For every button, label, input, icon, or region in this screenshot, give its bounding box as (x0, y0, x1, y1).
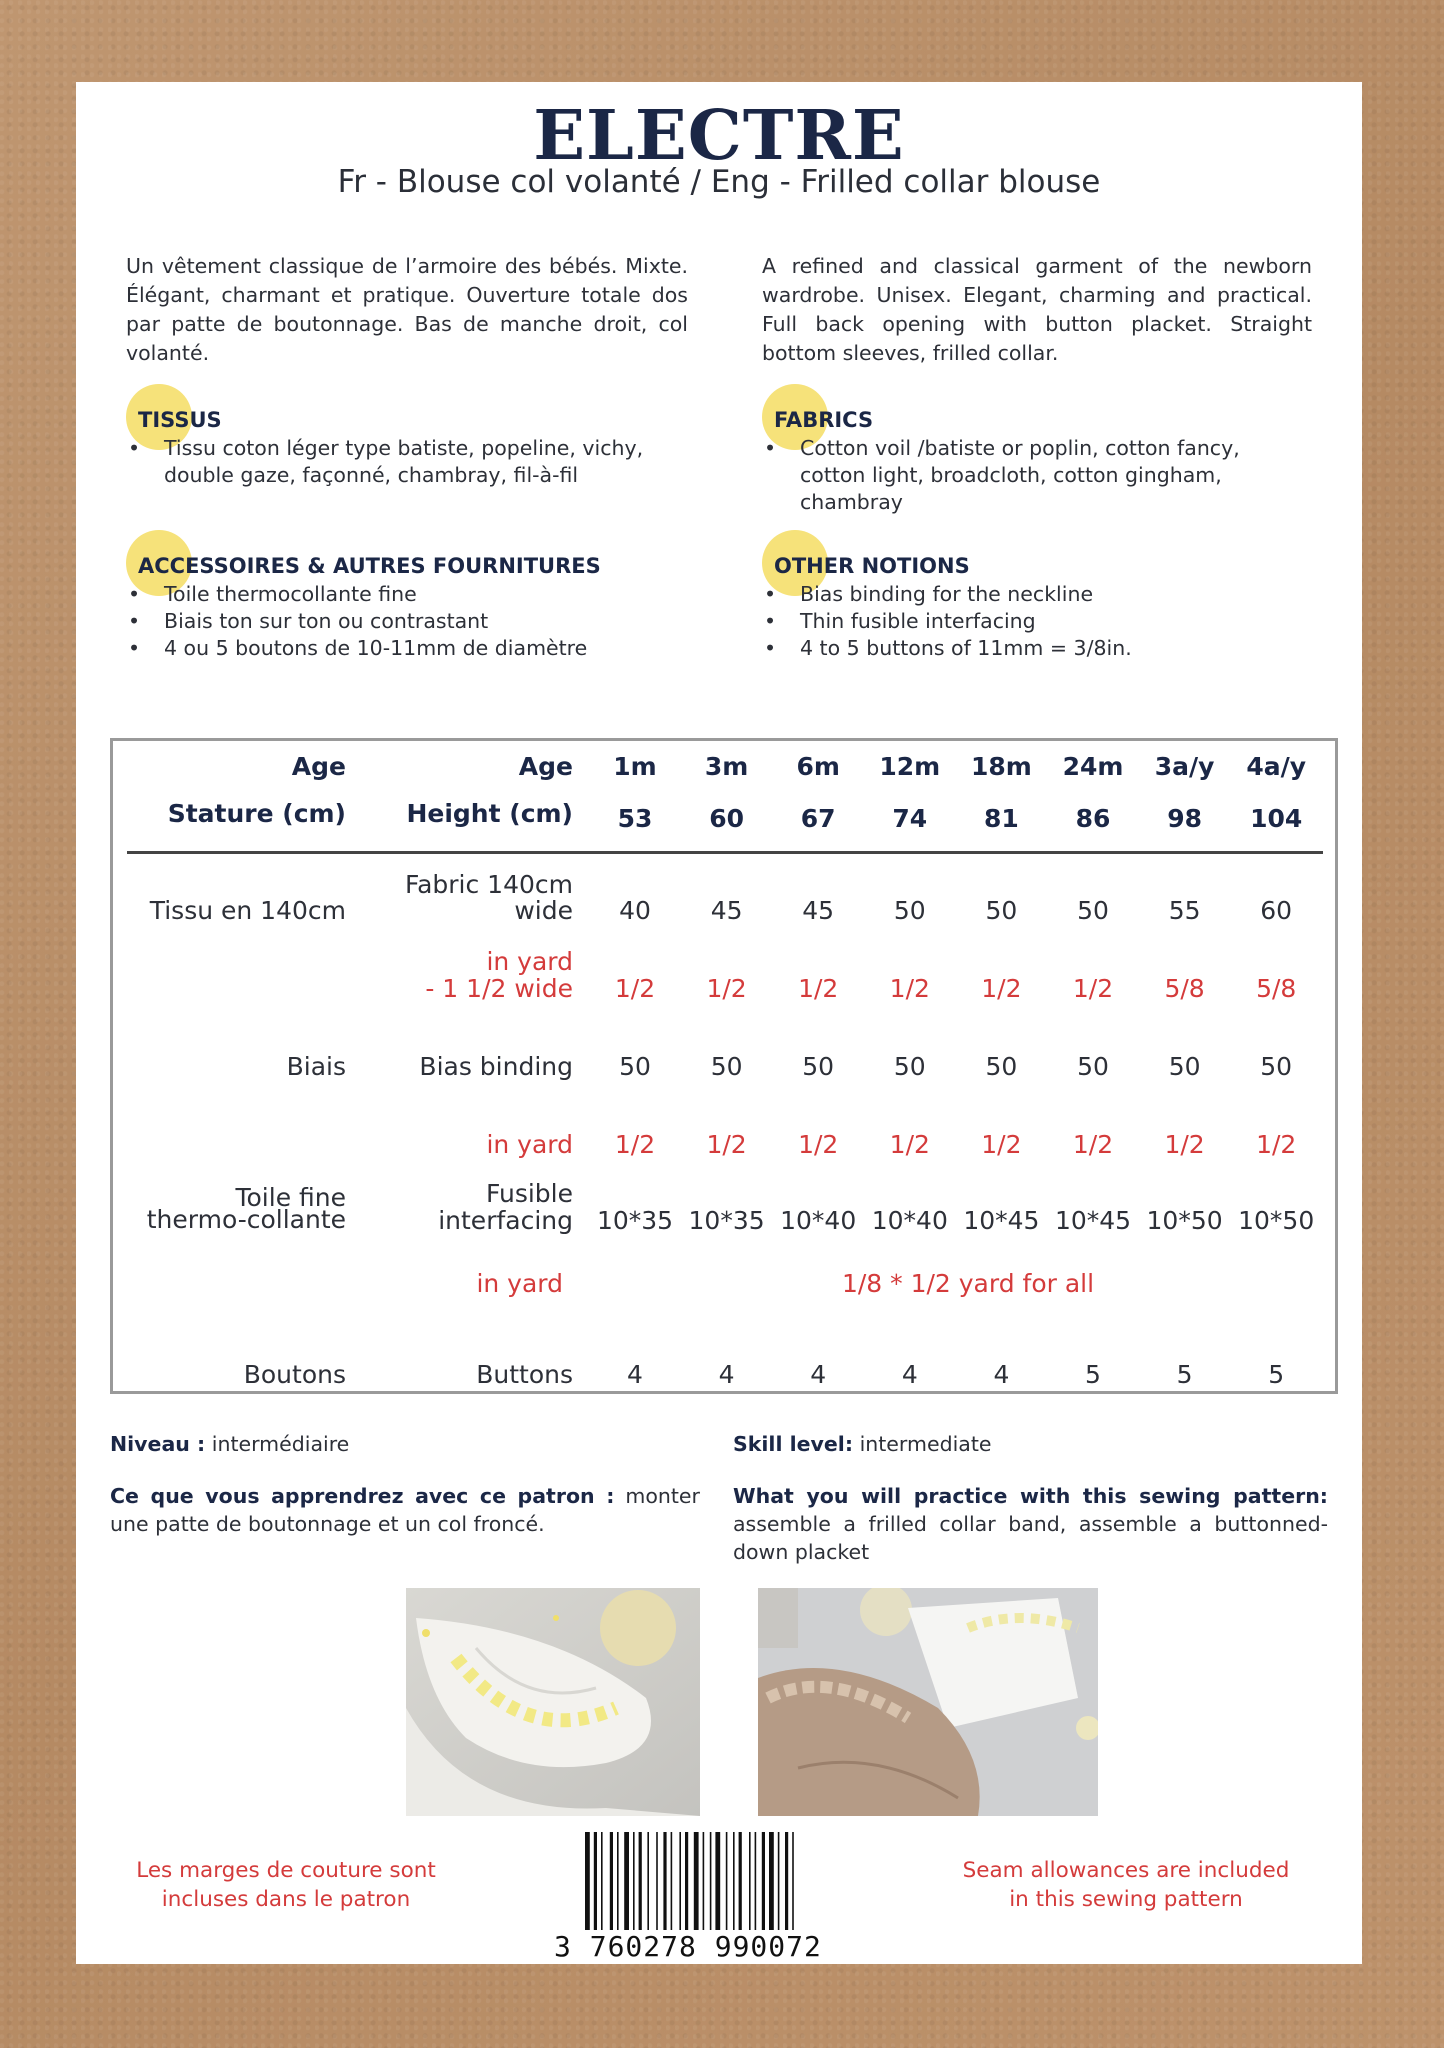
row-label-fabric-yard-1: in yard (486, 947, 573, 976)
fabric-cell: 45 (802, 896, 835, 925)
bias-cell: 50 (802, 1052, 835, 1081)
list-item: • 4 to 5 buttons of 11mm = 3/8in. (762, 635, 1302, 662)
bias-yard-cell: 1/2 (889, 1130, 930, 1159)
bias-yard-cell: 1/2 (981, 1130, 1022, 1159)
bias-yard-cell: 1/2 (1164, 1130, 1205, 1159)
interfacing-cell: 10*50 (1146, 1206, 1223, 1235)
skill-level-fr-value: intermédiaire (211, 1432, 350, 1456)
learn-fr-label: Ce que vous apprendrez avec ce patron : (110, 1484, 615, 1508)
row-label-fabric-en-2: wide (514, 896, 573, 925)
bias-cell: 50 (1168, 1052, 1201, 1081)
pattern-subtitle: Fr - Blouse col volanté / Eng - Frilled collar blouse (337, 164, 1101, 200)
interfacing-cell: 10*45 (963, 1206, 1040, 1235)
learn-en (733, 1482, 1328, 1566)
notions-list-fr (126, 581, 686, 662)
seam-allowance-note-fr (136, 1856, 436, 1914)
intro-fr: Un vêtement classique de l’armoire des bébés. Mixte. Élégant, charmant et pratique. Ouverture totale dos par patte de boutonnage. Bas de manche droit, col volanté. (126, 254, 688, 365)
skill-level-en (733, 1430, 992, 1458)
bias-cell: 50 (893, 1052, 926, 1081)
size-header: 4a/y (1246, 752, 1307, 781)
bias-cell: 50 (619, 1052, 651, 1081)
fabric-cell: 60 (1260, 896, 1293, 925)
fabric-list-en (762, 435, 1302, 516)
interfacing-cell: 10*50 (1238, 1206, 1315, 1235)
height-header: 98 (1167, 804, 1202, 833)
size-chart-table (110, 738, 1338, 1394)
bias-yard-cell: 1/2 (798, 1130, 839, 1159)
skill-level-en-label: Skill level: (733, 1432, 854, 1456)
intro-en: A refined and classical garment of the newborn wardrobe. Unisex. Elegant, charming and practical. Full back opening with button placket. Straight bottom sleeves, frilled collar. (762, 254, 1312, 365)
size-header: 3m (704, 752, 749, 781)
fabric-heading-fr: TISSUS (138, 408, 222, 432)
size-header: 3a/y (1154, 752, 1215, 781)
fabric-yard-cell: 1/2 (1072, 974, 1114, 1003)
notions-heading-en: OTHER NOTIONS (774, 554, 970, 578)
row-label-buttons-en: Buttons (476, 1360, 573, 1389)
height-header: 74 (892, 804, 928, 833)
skill-level-fr-label: Niveau : (110, 1432, 206, 1456)
learn-en-label: What you will practice with this sewing pattern: (733, 1484, 1328, 1508)
fabric-yard-cell: 5/8 (1164, 974, 1205, 1003)
bias-cell: 50 (985, 1052, 1018, 1081)
col-header-age-en: Age (518, 752, 573, 781)
bias-yard-cell: 1/2 (614, 1130, 656, 1159)
list-item: • 4 ou 5 boutons de 10-11mm de diamètre (126, 635, 686, 662)
height-header: 81 (983, 804, 1019, 833)
bias-cell: 50 (1260, 1052, 1293, 1081)
col-header-height-en: Height (cm) (406, 799, 573, 828)
seam-note-fr-line-2: incluses dans le patron (161, 1887, 411, 1912)
pattern-title: ELECTRE (533, 96, 905, 176)
buttons-cell: 4 (718, 1360, 735, 1389)
product-photo-blouses (758, 1588, 1098, 1816)
barcode-number: 3 760278 990072 (554, 1930, 864, 1963)
fabric-yard-cell: 1/2 (614, 974, 656, 1003)
fabric-yard-cell: 1/2 (706, 974, 747, 1003)
fabric-yard-cell: 1/2 (798, 974, 839, 1003)
fabric-heading-en: FABRICS (774, 408, 874, 432)
buttons-cell: 5 (1085, 1360, 1101, 1389)
product-photo-collar (406, 1588, 700, 1816)
fabric-cell: 50 (893, 896, 926, 925)
height-header: 86 (1075, 804, 1111, 833)
interfacing-yard-all: 1/8 * 1/2 yard for all (841, 1269, 1095, 1298)
list-item: • Toile thermocollante fine (126, 581, 686, 608)
row-label-interfacing-yard: in yard (476, 1269, 563, 1298)
list-item: • Thin fusible interfacing (762, 608, 1302, 635)
seam-allowance-note-en (956, 1856, 1296, 1914)
height-header: 60 (709, 804, 744, 833)
interfacing-cell: 10*40 (871, 1206, 948, 1235)
skill-level-en-value: intermediate (859, 1432, 992, 1456)
row-label-interfacing-fr-1: Toile fine (235, 1183, 346, 1212)
fabric-yard-cell: 5/8 (1256, 974, 1297, 1003)
row-label-interfacing-fr-2: thermo-collante (146, 1205, 346, 1234)
learn-fr (110, 1482, 700, 1538)
col-header-stature-fr: Stature (cm) (167, 799, 346, 828)
row-label-buttons-fr: Boutons (243, 1360, 346, 1389)
row-label-fabric-en-1: Fabric 140cm (404, 870, 573, 899)
buttons-cell: 5 (1268, 1360, 1285, 1389)
row-label-interfacing-en-1: Fusible (485, 1179, 573, 1208)
row-label-bias-yard: in yard (486, 1130, 573, 1159)
size-header: 6m (796, 752, 840, 781)
seam-note-en-line-1: Seam allowances are included (962, 1858, 1290, 1883)
seam-note-en-line-2: in this sewing pattern (1009, 1887, 1243, 1912)
learn-en-value: assemble a frilled collar band, assemble a buttonned-down placket (733, 1512, 1328, 1564)
buttons-cell: 4 (810, 1360, 827, 1389)
bias-cell: 50 (710, 1052, 743, 1081)
list-item: • Tissu coton léger type batiste, popeline, vichy, double gaze, façonné, chambray, fil-à-fil (126, 435, 666, 489)
row-label-fabric-yard-2: - 1 1/2 wide (425, 974, 573, 1003)
size-header: 12m (879, 752, 941, 781)
row-label-bias-en: Bias binding (419, 1052, 573, 1081)
list-item: • Biais ton sur ton ou contrastant (126, 608, 686, 635)
interfacing-cell: 10*40 (780, 1206, 857, 1235)
list-item: • Bias binding for the neckline (762, 581, 1302, 608)
interfacing-cell: 10*35 (596, 1206, 674, 1235)
fabric-yard-cell: 1/2 (889, 974, 930, 1003)
fabric-list-fr (126, 435, 666, 489)
size-header: 1m (613, 752, 657, 781)
learn-fr-value: monter une patte de boutonnage et un col froncé. (110, 1484, 700, 1536)
height-header: 67 (800, 804, 836, 833)
fabric-cell: 40 (619, 896, 651, 925)
table-divider (127, 851, 1323, 854)
row-label-bias-fr: Biais (286, 1052, 346, 1081)
size-header: 24m (1062, 752, 1124, 781)
bias-cell: 50 (1077, 1052, 1109, 1081)
bias-yard-cell: 1/2 (1256, 1130, 1297, 1159)
buttons-cell: 4 (993, 1360, 1010, 1389)
fabric-cell: 45 (710, 896, 743, 925)
bias-yard-cell: 1/2 (1072, 1130, 1114, 1159)
interfacing-cell: 10*35 (688, 1206, 765, 1235)
size-header: 18m (970, 752, 1032, 781)
list-item: • Cotton voil /batiste or poplin, cotton fancy, cotton light, broadcloth, cotton gingham, chambray (762, 435, 1302, 516)
buttons-cell: 5 (1176, 1360, 1193, 1389)
pattern-sheet (76, 82, 1362, 1964)
row-label-fabric-fr: Tissu en 140cm (149, 896, 346, 925)
fabric-yard-cell: 1/2 (981, 974, 1022, 1003)
interfacing-cell: 10*45 (1054, 1206, 1132, 1235)
bias-yard-cell: 1/2 (706, 1130, 747, 1159)
skill-level-fr (110, 1430, 349, 1458)
height-header: 104 (1250, 804, 1303, 833)
notions-heading-fr: ACCESSOIRES & AUTRES FOURNITURES (138, 554, 601, 578)
col-header-age-fr: Age (291, 752, 346, 781)
fabric-cell: 50 (1077, 896, 1109, 925)
fabric-cell: 50 (985, 896, 1018, 925)
notions-list-en (762, 581, 1302, 662)
fabric-cell: 55 (1168, 896, 1201, 925)
seam-note-fr-line-1: Les marges de couture sont (136, 1858, 436, 1883)
row-label-interfacing-en-2: interfacing (438, 1206, 573, 1235)
buttons-cell: 4 (627, 1360, 643, 1389)
buttons-cell: 4 (901, 1360, 918, 1389)
height-header: 53 (617, 804, 653, 833)
